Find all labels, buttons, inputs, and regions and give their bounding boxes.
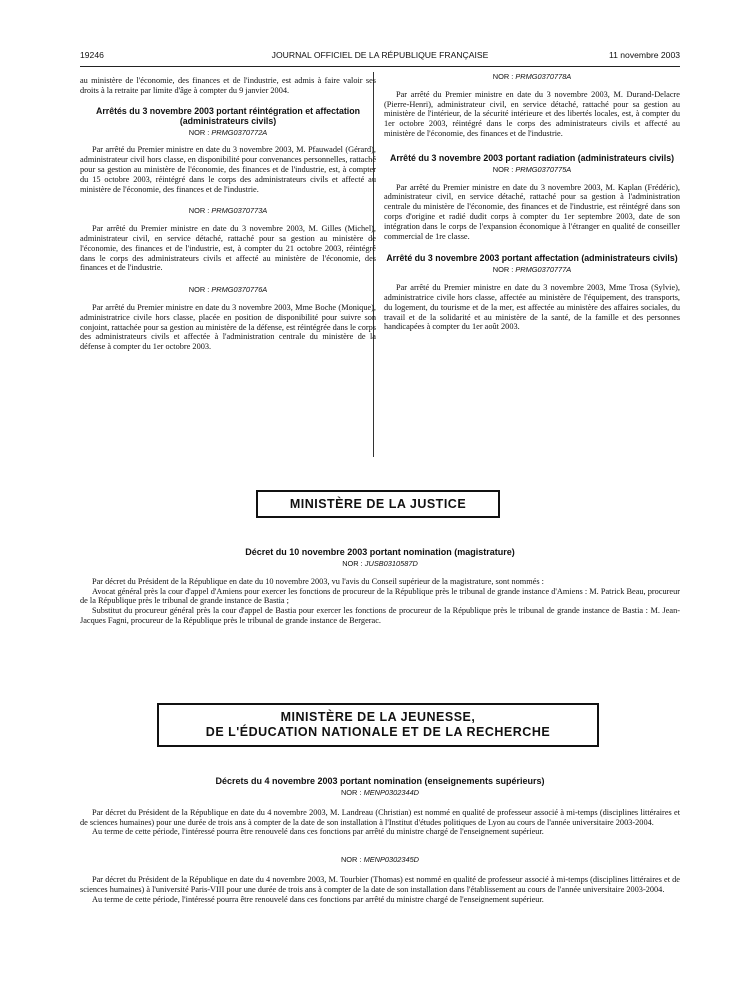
decree-paragraph: Par décret du Président de la République en date du 4 novembre 2003, M. Tourbier (Thomas) est nommé en qualité de professeur associé à mi-temps (disciplines littéraires et de sciences humaines) à l'université Paris-VIII pour une durée de trois ans à compter de la date de son installation dans l'établissement au cours de l'année universitaire 2003-2004. <box>80 874 680 894</box>
decree-title: Décrets du 4 novembre 2003 portant nomination (enseignements supérieurs) <box>215 776 545 786</box>
nor-reference: NOR : PRMG0370775A <box>492 164 572 174</box>
arrete-paragraph: Par arrêté du Premier ministre en date du 3 novembre 2003, M. Gilles (Michel), administrateur civil, en service détaché, rattaché pour sa gestion au ministère de l'économie, des finances et de l'industrie, est, à compter du 21 octobre 2003, réintégré dans le corps des administrateurs civils et affecté au ministère de l'économie, des finances et de l'industrie. <box>80 224 376 273</box>
decree-paragraph: Substitut du procureur général près la cour d'appel de Bastia pour exercer les fonctions de procureur de la République près le tribunal de grande instance de Bastia : M. Jean-Jacques Fagni, procureur de la République près le tribunal de grande instance de Bergerac. <box>80 606 680 625</box>
left-column <box>80 76 376 352</box>
ministry-heading-justice: MINISTÈRE DE LA JUSTICE <box>256 490 500 518</box>
decree-title: Décret du 10 novembre 2003 portant nomination (magistrature) <box>245 547 515 557</box>
education-section <box>80 776 680 904</box>
section-title-reintegration: Arrêtés du 3 novembre 2003 portant réintégration et affectation (administrateurs civils) <box>96 105 360 126</box>
arrete-paragraph: Par arrêté du Premier ministre en date du 3 novembre 2003, Mme Trosa (Sylvie), administratrice civile hors classe, affectée au ministère de l'équipement, des transports, du logement, du tourisme et de la mer, est affectée au ministère des affaires sociales, du travail et de la solidarité et au ministère de la santé, de la famille et des personnes handicapées à compter du 1er août 2003. <box>384 283 680 332</box>
nor-reference: NOR : PRMG0370777A <box>492 265 572 275</box>
arrete-paragraph: Par arrêté du Premier ministre en date du 3 novembre 2003, M. Durand-Delacre (Pierre-Henri), administrateur civil, en service détaché, rattaché pour sa gestion au ministère de l'intérieur, de la sécurité intérieure et des libertés locales, est, à compter du 1er octobre 2003, réintégré dans le corps des administrateurs civils et affecté au ministère de l'économie, des finances et de l'industrie. <box>384 89 680 138</box>
section-title-affectation: Arrêté du 3 novembre 2003 portant affectation (administrateurs civils) <box>386 253 678 264</box>
decree-paragraph: Au terme de cette période, l'intéressé pourra être renouvelé dans ces fonctions par arrêté du ministre chargé de l'enseignement supérieur. <box>92 894 544 904</box>
justice-section <box>80 547 680 626</box>
nor-reference: NOR : PRMG0370776A <box>188 285 268 295</box>
nor-reference: NOR : PRMG0370778A <box>492 72 572 81</box>
nor-reference: NOR : JUSB0310587D <box>342 559 418 568</box>
nor-reference: NOR : PRMG0370772A <box>188 127 268 137</box>
section-title-radiation: Arrêté du 3 novembre 2003 portant radiation (administrateurs civils) <box>389 152 675 163</box>
decree-paragraph: Avocat général près la cour d'appel d'Amiens pour exercer les fonctions de procureur de la République près le tribunal de grande instance d'Amiens : M. Patrick Beau, procureur de la République près le tribunal de grande instance de Bastia ; <box>80 586 680 606</box>
journal-title: JOURNAL OFFICIEL DE LA RÉPUBLIQUE FRANÇAISE <box>271 50 489 60</box>
decree-paragraph: Au terme de cette période, l'intéressé pourra être renouvelé dans ces fonctions par arrêté du ministre chargé de l'enseignement supérieur. <box>92 827 544 837</box>
arrete-paragraph: Par arrêté du Premier ministre en date du 3 novembre 2003, M. Kaplan (Frédéric), administrateur civil, en service détaché, rattaché pour sa gestion à l'administration centrale du ministère de l'économie, des finances et de l'industrie, est réintégré dans son corps d'origine et radié dudit corps à compter du 1er septembre 2003, date de son intégration dans le corps de l'expansion économique à l'étranger en qualité de conseiller commercial de 1re classe. <box>384 182 680 241</box>
page-number: 19246 <box>80 50 104 60</box>
issue-date: 11 novembre 2003 <box>608 50 680 60</box>
decree-paragraph: Par décret du Président de la République en date du 4 novembre 2003, M. Landreau (Christian) est nommé en qualité de professeur associé à mi-temps (disciplines littéraires et de sciences humaines) pour une durée de trois ans à compter de la date de son installation à l'Institut d'études politiques de Lyon au cours de l'année universitaire 2003-2004. <box>80 807 680 827</box>
page-header <box>80 50 680 67</box>
nor-reference: NOR : PRMG0370773A <box>188 206 268 216</box>
ministry-heading-education: MINISTÈRE DE LA JEUNESSE, DE L'ÉDUCATION NATIONALE ET DE LA RECHERCHE <box>157 703 599 747</box>
nor-reference: NOR : MENP0302345D <box>340 855 420 865</box>
arrete-paragraph: Par arrêté du Premier ministre en date du 3 novembre 2003, Mme Boche (Monique), administratrice civile hors classe, placée en position de disponibilité pour suivre son conjoint, rattachée pour sa gestion au ministère de la défense, est réintégrée dans le corps des administrateurs civils et affectée à l'administration centrale du ministère de la défense à compter du 1er octobre 2003. <box>80 302 376 352</box>
arrete-paragraph: Par arrêté du Premier ministre en date du 3 novembre 2003, M. Pfauwadel (Gérard), administrateur civil hors classe, en disponibilité pour convenances personnelles, rattaché pour sa gestion au ministère de l'économie, des finances et de l'industrie, est, à compter du 15 octobre 2003, réintégré dans le corps des administrateurs civils et affecté au ministère de l'économie, des finances et de l'industrie. <box>80 145 376 194</box>
right-column <box>384 72 680 332</box>
intro-paragraph: au ministère de l'économie, des finances et de l'industrie, est admis à faire valoir ses droits à la retraite par limite d'âge à compter du 9 janvier 2004. <box>80 76 376 95</box>
decree-paragraph: Par décret du Président de la République en date du 10 novembre 2003, vu l'avis du Conseil supérieur de la magistrature, sont nommés : <box>92 576 544 586</box>
nor-reference: NOR : MENP0302344D <box>340 788 420 797</box>
